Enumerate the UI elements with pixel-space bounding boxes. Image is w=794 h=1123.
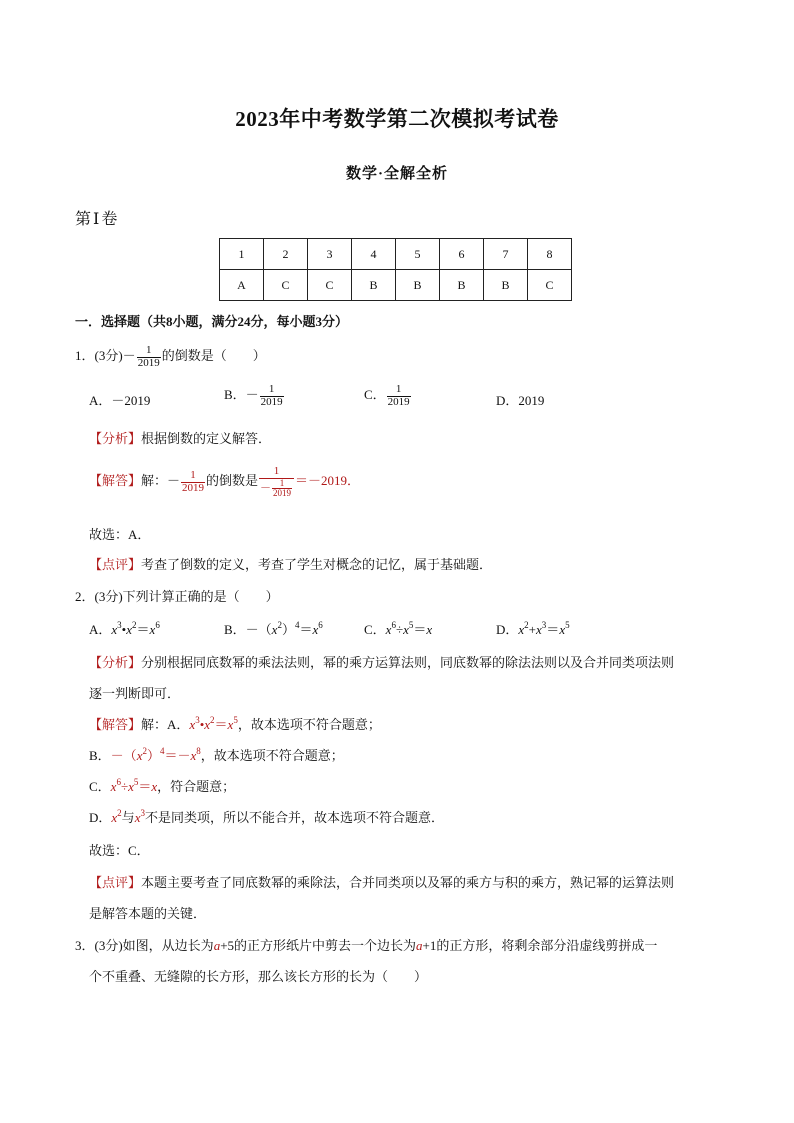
q3-text: 的正方形，将剩余部分沿虚线剪拼成一 bbox=[436, 938, 658, 953]
q1-option-a: A．－2019 bbox=[89, 393, 151, 408]
page-subtitle: 数学·全解全析 bbox=[345, 166, 448, 182]
fraction-denominator: 2019 bbox=[387, 395, 410, 408]
q3-stem-line2: 个不重叠、无缝隙的长方形，那么该长方形的长为（ ） bbox=[89, 969, 428, 984]
table-cell: A bbox=[220, 270, 264, 301]
answer-table-number-row bbox=[220, 239, 572, 270]
q1-number: 1．(3分) bbox=[75, 348, 123, 364]
solution-c-text: ，符合题意； bbox=[157, 779, 236, 794]
fraction-denominator: 2019 bbox=[137, 356, 160, 369]
q2-solution-d: D．$x^2$与$x^3$不是同类项，所以不能合并，故本选项不符合题意． bbox=[89, 808, 444, 825]
q3-stem-line1: 3．(3分)如图，从边长为a+5的正方形纸片中剪去一个边长为a+1的正方形，将剩余部分沿虚线剪拼成一 bbox=[75, 938, 658, 953]
inner-minus: － bbox=[260, 482, 272, 495]
q1-solution-fraction bbox=[181, 470, 205, 494]
q2-stem-text: 下列计算正确的是（ ） bbox=[122, 589, 279, 604]
q2-solution-a: 【解答】解：A．$x^3•x^2=x^5$，故本选项不符合题意； bbox=[89, 715, 381, 732]
q1-fraction bbox=[137, 345, 161, 369]
section-heading: 一．选择题（共8小题，满分24分，每小题3分） bbox=[75, 314, 349, 329]
fraction-numerator: 1 bbox=[137, 345, 161, 358]
analysis-text: 分别根据同底数幂的乘法法则，幂的乘方运算法则，同底数幂的除法法则以及合并同类项法则 bbox=[141, 655, 675, 670]
fraction-denominator bbox=[259, 479, 294, 499]
q3-number: 3．(3分) bbox=[75, 938, 123, 953]
table-cell: B bbox=[396, 270, 440, 301]
q2-choose: 故选：C． bbox=[89, 843, 150, 858]
q1-option-c-fraction bbox=[387, 384, 411, 408]
analysis-tag: 【分析】 bbox=[89, 655, 142, 670]
solution-prefix: 解：－ bbox=[141, 473, 181, 489]
q2-solution-c: C．$x^6\div x^5=x$，符合题意； bbox=[89, 777, 236, 794]
answer-table-answer-row bbox=[220, 270, 572, 301]
analysis-text: 根据倒数的定义解答． bbox=[141, 431, 272, 446]
comment-tag: 【点评】 bbox=[89, 875, 142, 890]
q1-stem-text: 的倒数是（ ） bbox=[161, 348, 266, 364]
answer-table bbox=[219, 238, 572, 301]
table-cell: B bbox=[440, 270, 484, 301]
q2-analysis-line2: 逐一判断即可． bbox=[89, 686, 181, 701]
fraction-numerator: 1 bbox=[181, 470, 205, 483]
q2-stem bbox=[75, 586, 279, 605]
q2-option-b: B．$-(x^2)^4=x^6$ bbox=[224, 620, 323, 637]
solution-end: ＝－2019． bbox=[295, 473, 361, 489]
q2-comment-line1 bbox=[89, 872, 674, 891]
comment-tag: 【点评】 bbox=[89, 557, 142, 572]
table-cell: 5 bbox=[396, 239, 440, 270]
q1-choose: 故选：A． bbox=[89, 527, 151, 542]
q1-option-b bbox=[224, 384, 285, 408]
solution-tag: 【解答】 bbox=[89, 473, 142, 489]
q2-number: 2．(3分) bbox=[75, 589, 123, 604]
solution-tag: 【解答】 bbox=[89, 717, 142, 732]
inner-fraction bbox=[272, 479, 292, 499]
table-cell: B bbox=[484, 270, 528, 301]
q2-option-a: A．$x^3•x^2=x^6$ bbox=[89, 620, 160, 637]
table-cell: 2 bbox=[264, 239, 308, 270]
q2-comment-line2: 是解答本题的关键． bbox=[89, 906, 207, 921]
q1-option-b-fraction bbox=[260, 384, 284, 408]
table-cell: C bbox=[528, 270, 572, 301]
q1-option-b-label: B．－ bbox=[224, 387, 259, 403]
comment-text: 本题主要考查了同底数幂的乘除法，合并同类项以及幂的乘方与积的乘方，熟记幂的运算法则 bbox=[141, 875, 675, 890]
q2-solution-b: B．$-(x^2)^4=-x^8$，故本选项不符合题意； bbox=[89, 746, 344, 763]
volume-label: 第Ⅰ卷 bbox=[75, 211, 120, 228]
page-title: 2023年中考数学第二次模拟考试卷 bbox=[235, 107, 559, 131]
table-cell: 4 bbox=[352, 239, 396, 270]
fraction-denominator: 2019 bbox=[273, 487, 292, 498]
q1-comment bbox=[89, 554, 492, 573]
solution-mid: 的倒数是 bbox=[206, 473, 259, 489]
q1-option-c-label: C． bbox=[364, 387, 386, 403]
solution-a-text: ，故本选项不符合题意； bbox=[237, 717, 381, 732]
table-cell: C bbox=[308, 270, 352, 301]
q1-stem bbox=[75, 345, 266, 369]
q1-analysis bbox=[89, 428, 271, 447]
q3-text: 如图，从边长为 bbox=[122, 938, 214, 953]
fraction-numerator: 1 bbox=[259, 466, 294, 479]
solution-d-text: 不是同类项，所以不能合并，故本选项不符合题意． bbox=[144, 810, 444, 825]
solution-b-text: ，故本选项不符合题意； bbox=[200, 748, 344, 763]
q2-analysis-line1 bbox=[89, 652, 674, 671]
table-cell: B bbox=[352, 270, 396, 301]
q1-minus: － bbox=[122, 348, 136, 364]
q2-option-c: C．$x^6\div x^5=x$ bbox=[364, 620, 433, 637]
q2-option-d: D．$x^2+x^3=x^5$ bbox=[496, 620, 570, 637]
table-cell: 3 bbox=[308, 239, 352, 270]
q1-option-c bbox=[364, 384, 412, 408]
comment-text: 考查了倒数的定义，考查了学生对概念的记忆，属于基础题． bbox=[141, 557, 493, 572]
table-cell: 7 bbox=[484, 239, 528, 270]
q3-text: 的正方形纸片中剪去一个边长为 bbox=[234, 938, 417, 953]
q1-nested-fraction bbox=[259, 466, 294, 498]
table-cell: C bbox=[264, 270, 308, 301]
fraction-denominator: 2019 bbox=[260, 395, 283, 408]
table-cell: 6 bbox=[440, 239, 484, 270]
analysis-tag: 【分析】 bbox=[89, 431, 142, 446]
fraction-numerator: 1 bbox=[272, 479, 292, 489]
fraction-denominator: 2019 bbox=[182, 481, 205, 494]
fraction-numerator: 1 bbox=[387, 384, 411, 397]
q1-solution bbox=[89, 466, 360, 498]
table-cell: 8 bbox=[528, 239, 572, 270]
table-cell: 1 bbox=[220, 239, 264, 270]
fraction-numerator: 1 bbox=[260, 384, 284, 397]
q1-option-d: D．2019 bbox=[496, 393, 545, 408]
